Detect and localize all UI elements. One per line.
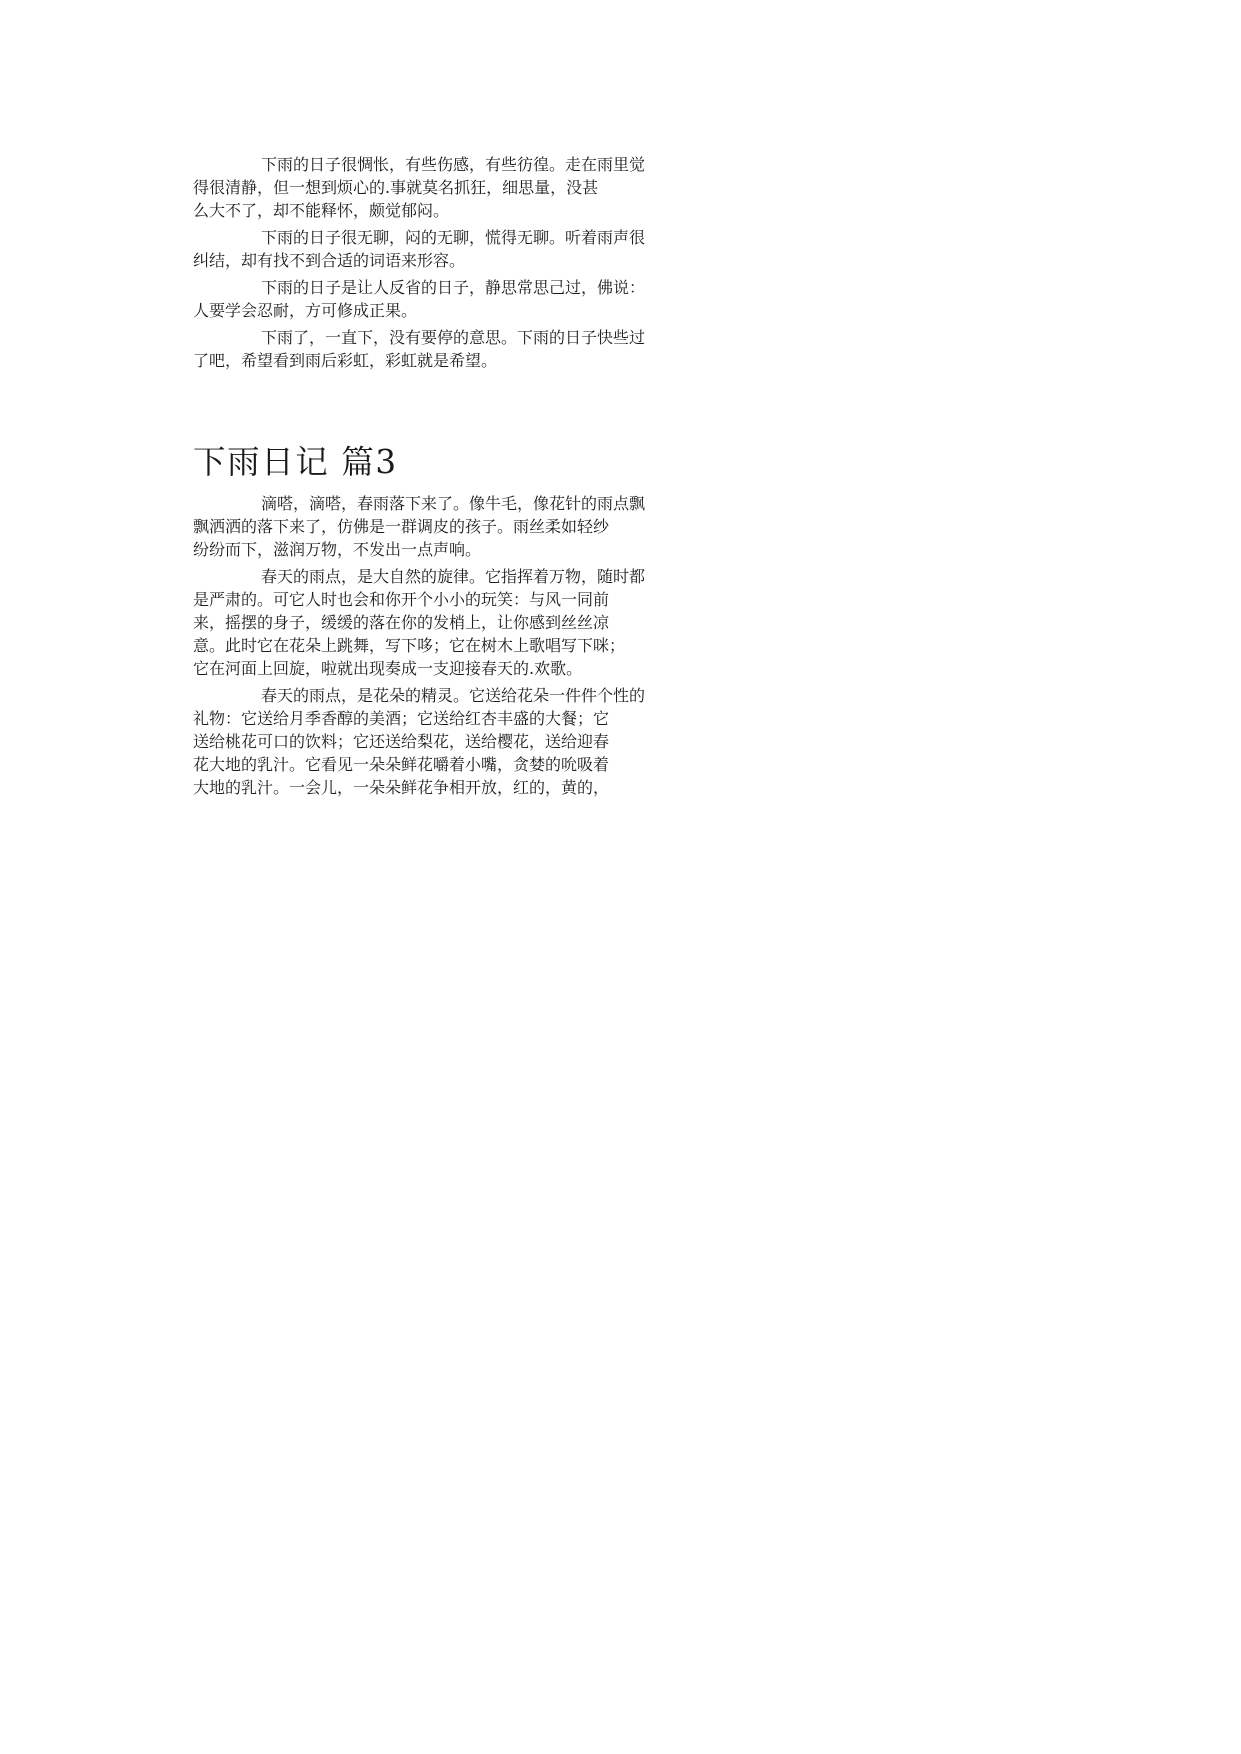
paragraph	[193, 491, 1063, 560]
section-heading: 下雨日记 篇3	[193, 443, 398, 481]
paragraph	[193, 275, 1063, 321]
text-line: 得很清静，但一想到烦心的.事就莫名抓狂，细思量，没甚	[193, 178, 599, 197]
paragraph	[193, 325, 1063, 371]
paragraph	[193, 564, 1063, 679]
text-line: 花大地的乳汁。它看见一朵朵鲜花嚼着小嘴，贪婪的吮吸着	[193, 755, 610, 774]
text-line: 来，摇摆的身子，缓缓的落在你的发梢上，让你感到丝丝凉	[193, 613, 610, 632]
text-line: 下雨了，一直下，没有要停的意思。下雨的日子快些过	[261, 328, 646, 347]
paragraph	[193, 152, 1063, 221]
text-line: 了吧，希望看到雨后彩虹，彩虹就是希望。	[193, 351, 498, 370]
text-line: 人要学会忍耐，方可修成正果。	[193, 301, 418, 320]
text-line: 下雨的日子很无聊，闷的无聊，慌得无聊。听着雨声很	[261, 228, 646, 247]
text-line: 下雨的日子很惆怅，有些伤感，有些彷徨。走在雨里觉	[261, 155, 646, 174]
text-line: 它在河面上回旋，啦就出现奏成一支迎接春天的.欢歌。	[193, 659, 583, 678]
text-line: 纷纷而下，滋润万物，不发出一点声响。	[193, 540, 482, 559]
text-line: 意。此时它在花朵上跳舞，写下哆；它在树木上歌唱写下咪；	[193, 636, 626, 655]
text-line: 飘洒洒的落下来了，仿佛是一群调皮的孩子。雨丝柔如轻纱	[193, 517, 610, 536]
text-line: 纠结，却有找不到合适的词语来形容。	[193, 251, 466, 270]
text-line: 么大不了，却不能释怀，颇觉郁闷。	[193, 201, 450, 220]
text-line: 下雨的日子是让人反省的日子，静思常思己过，佛说：	[261, 278, 646, 297]
paragraph	[193, 683, 1063, 798]
text-line: 春天的雨点，是大自然的旋律。它指挥着万物，随时都	[261, 567, 646, 586]
text-line: 礼物：它送给月季香醇的美酒；它送给红杏丰盛的大餐；它	[193, 709, 610, 728]
paragraph	[193, 225, 1063, 271]
text-line: 春天的雨点，是花朵的精灵。它送给花朵一件件个性的	[261, 686, 646, 705]
text-line: 是严肃的。可它人时也会和你开个小小的玩笑：与风一同前	[193, 590, 610, 609]
text-line: 滴嗒，滴嗒，春雨落下来了。像牛毛，像花针的雨点飘	[261, 494, 646, 513]
text-line: 大地的乳汁。一会儿，一朵朵鲜花争相开放，红的，黄的，	[193, 778, 610, 797]
text-line: 送给桃花可口的饮料；它还送给梨花，送给樱花，送给迎春	[193, 732, 610, 751]
document-body	[193, 152, 1063, 802]
